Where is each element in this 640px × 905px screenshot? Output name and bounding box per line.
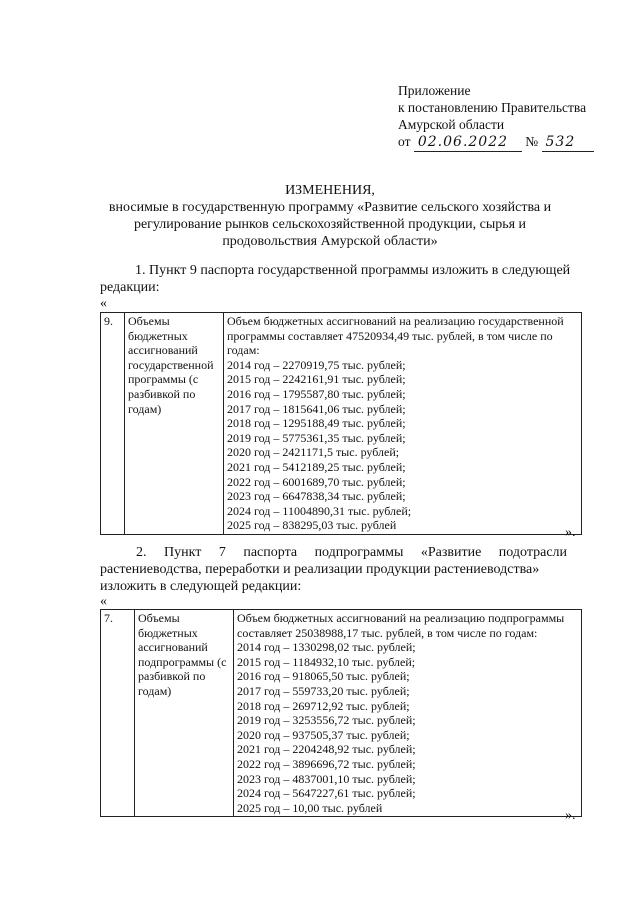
- title-line-1: вносимые в государственную программу «Развитие сельского хозяйства и: [108, 200, 552, 215]
- year-line: 2024 год – 5647227,61 тыс. рублей;: [237, 786, 416, 801]
- section2-text-line1: [100, 544, 582, 561]
- number-prefix: №: [525, 134, 539, 149]
- handwritten-number: 532: [542, 134, 594, 152]
- date-prefix: от: [398, 134, 411, 149]
- appendix-region: Амурской области: [398, 117, 505, 132]
- row-content: [234, 610, 582, 817]
- content-line: программы составляет 47520934,49 тыс. рублей, в том числе по: [227, 328, 553, 343]
- year-line: 2023 год – 4837001,10 тыс. рублей;: [237, 771, 416, 786]
- table-row: [101, 313, 582, 535]
- year-line: 2017 год – 559733,20 тыс. рублей;: [237, 683, 410, 698]
- section2-text-line1-content: 2. Пункт 7 паспорта подпрограммы «Развитие подотрасли: [136, 545, 568, 560]
- appendix-title: Приложение: [398, 83, 471, 98]
- year-line: 2022 год – 6001689,70 тыс. рублей;: [227, 474, 406, 489]
- content-line: Объем бюджетных ассигнований на реализацию подпрограммы: [237, 611, 565, 625]
- section1-text-line2: редакции:: [100, 280, 160, 295]
- year-line: 2024 год – 11004890,31 тыс. рублей;: [227, 503, 412, 518]
- row-content: [224, 313, 582, 535]
- appendix-block: [398, 82, 594, 152]
- section2-text-line3: изложить в следующей редакции:: [100, 579, 302, 594]
- section2-close-quote: ».: [565, 808, 576, 823]
- year-line: 2021 год – 5412189,25 тыс. рублей;: [227, 459, 406, 474]
- year-line: 2025 год – 838295,03 тыс. рублей: [227, 518, 397, 533]
- document-title: [60, 182, 600, 250]
- row-label: Объемы бюджетных ассигнований подпрограммы (с разбивкой по годам): [135, 610, 234, 817]
- title-line-3: продовольствия Амурской области»: [222, 234, 438, 249]
- year-line: 2019 год – 5775361,35 тыс. рублей;: [227, 430, 406, 445]
- section2-text: [100, 544, 582, 595]
- year-line: 2022 год – 3896696,72 тыс. рублей;: [237, 756, 416, 771]
- year-line: 2015 год – 2242161,91 тыс. рублей;: [227, 372, 406, 387]
- year-line: 2015 год – 1184932,10 тыс. рублей;: [237, 654, 416, 669]
- section1-text-line1: 1. Пункт 9 паспорта государственной программы изложить в следующей: [135, 263, 571, 278]
- year-line: 2016 год – 918065,50 тыс. рублей;: [237, 669, 410, 684]
- row-number: 9.: [101, 313, 125, 535]
- section1-open-quote: «: [100, 296, 107, 311]
- table-row: [101, 610, 582, 817]
- content-line: годам:: [227, 343, 260, 358]
- passport-table-subprogram: [100, 609, 582, 817]
- handwritten-date: 02.06.2022: [414, 134, 522, 152]
- section2-open-quote: «: [100, 594, 107, 609]
- year-line: 2020 год – 2421171,5 тыс. рублей;: [227, 445, 400, 460]
- row-label: Объемы бюджетных ассигнований государственной программы (с разбивкой по годам): [125, 313, 224, 535]
- year-line: 2018 год – 1295188,49 тыс. рублей;: [227, 416, 406, 431]
- year-line: 2014 год – 1330298,02 тыс. рублей;: [237, 640, 416, 655]
- year-line: 2018 год – 269712,92 тыс. рублей;: [237, 698, 410, 713]
- section2-text-line2: растениеводства, переработки и реализации продукции растениеводства»: [100, 562, 540, 577]
- appendix-decree: к постановлению Правительства: [398, 100, 587, 115]
- title-heading: ИЗМЕНЕНИЯ,: [285, 183, 375, 198]
- section1-close-quote: ».: [565, 525, 576, 540]
- row-number: 7.: [101, 610, 135, 817]
- year-line: 2019 год – 3253556,72 тыс. рублей;: [237, 713, 416, 728]
- year-line: 2014 год – 2270919,75 тыс. рублей;: [227, 357, 406, 372]
- year-line: 2020 год – 937505,37 тыс. рублей;: [237, 727, 410, 742]
- year-line: 2017 год – 1815641,06 тыс. рублей;: [227, 401, 406, 416]
- year-line: 2021 год – 2204248,92 тыс. рублей;: [237, 742, 416, 757]
- passport-table-program: [100, 312, 582, 535]
- content-line: составляет 25038988,17 тыс. рублей, в том числе по годам:: [237, 625, 538, 640]
- content-line: Объем бюджетных ассигнований на реализацию государственной: [227, 314, 564, 328]
- year-line: 2023 год – 6647838,34 тыс. рублей;: [227, 489, 406, 504]
- year-line: 2025 год – 10,00 тыс. рублей: [237, 800, 383, 815]
- appendix-date-line: [398, 133, 594, 152]
- year-line: 2016 год – 1795587,80 тыс. рублей;: [227, 386, 406, 401]
- title-line-2: регулирование рынков сельскохозяйственной продукции, сырья и: [133, 217, 527, 232]
